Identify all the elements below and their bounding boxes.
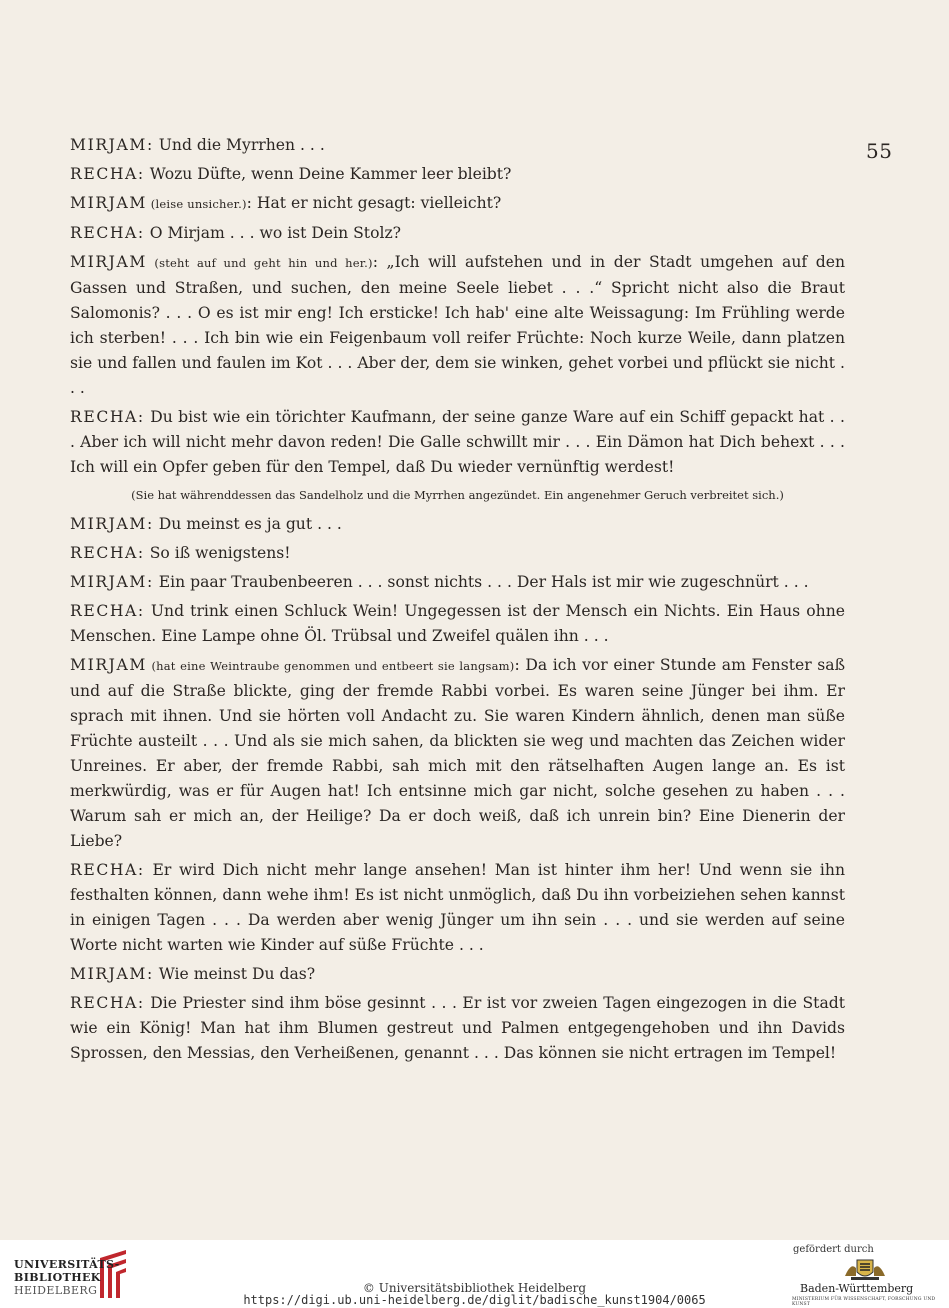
- dialogue-paragraph: [70, 162, 845, 187]
- library-name-line-1: UNIVERSITÄTS-: [14, 1258, 120, 1271]
- spoken-text: Und die Myrrhen . . .: [153, 136, 325, 154]
- library-name-line-2: BIBLIOTHEK: [14, 1271, 101, 1284]
- dialogue-block-2: [70, 512, 845, 1066]
- dialogue-paragraph: [70, 191, 845, 217]
- copyright-notice: © Universitätsbibliothek Heidelberg: [362, 1281, 587, 1295]
- speaker-name: RECHA:: [70, 224, 145, 242]
- spoken-text: Ein paar Traubenbeeren . . . sonst nichts . . . Der Hals ist mir wie zugeschnürt . . .: [153, 573, 809, 591]
- speaker-name: RECHA:: [70, 994, 145, 1012]
- speaker-name: RECHA:: [70, 602, 145, 620]
- spoken-text: So iß wenigstens!: [144, 544, 291, 562]
- speaker-name: MIRJAM:: [70, 965, 154, 983]
- library-name-line-3: HEIDELBERG: [14, 1284, 98, 1297]
- speaker-name: MIRJAM:: [70, 573, 154, 591]
- state-name: Baden-Württemberg: [800, 1282, 914, 1295]
- page-number: 55: [866, 139, 893, 163]
- spoken-text: : Hat er nicht gesagt: vielleicht?: [246, 194, 502, 212]
- spoken-text: Wozu Düfte, wenn Deine Kammer leer bleibt?: [144, 165, 512, 183]
- stage-note: (hat eine Weintraube genommen und entbeert sie langsam): [146, 659, 515, 673]
- permalink-url[interactable]: https://digi.ub.uni-heidelberg.de/diglit/badische_kunst1904/0065: [243, 1293, 706, 1307]
- speaker-name: RECHA:: [70, 165, 145, 183]
- dialogue-paragraph: [70, 221, 845, 246]
- dialogue-paragraph: [70, 991, 845, 1066]
- dialogue-paragraph: [70, 599, 845, 649]
- dialogue-paragraph: [70, 405, 845, 480]
- dialogue-paragraph: [70, 541, 845, 566]
- speaker-name: RECHA:: [70, 544, 145, 562]
- speaker-name: MIRJAM:: [70, 515, 154, 533]
- funded-by-label: gefördert durch: [793, 1244, 874, 1255]
- speaker-name: RECHA:: [70, 861, 145, 879]
- speaker-name: MIRJAM: [70, 253, 147, 271]
- dialogue-paragraph: [70, 133, 845, 158]
- speaker-name: MIRJAM: [70, 656, 147, 674]
- dialogue-paragraph: [70, 653, 845, 854]
- dialogue-paragraph: [70, 858, 845, 958]
- speaker-name: MIRJAM:: [70, 136, 154, 154]
- ministry-name: MINISTERIUM FÜR WISSENSCHAFT, FORSCHUNG UND KUNST: [792, 1297, 936, 1307]
- dialogue-paragraph: [70, 512, 845, 537]
- speaker-name: MIRJAM: [70, 194, 147, 212]
- spoken-text: : „Ich will aufstehen und in der Stadt umgehen auf den Gassen und Straßen, und suchen, den meine Seele liebet . . .“ Spricht nicht also die Braut Salomonis? . . . O es ist mir eng! Ich ersticke! Ich hab' eine alte Weissagung: Im Frühling werde ich sterben! . . . Ich bin wie ein Feigenbaum voll reifer Früchte: Noch kurze Weile, dann platzen sie und fallen und faulen im Kot . . . Aber der, dem sie winken, gehet vorbei und pflückt sie nicht . . .: [70, 253, 845, 397]
- spoken-text: Du meinst es ja gut . . .: [153, 515, 342, 533]
- dialogue-paragraph: [70, 250, 845, 401]
- drama-text: [70, 133, 845, 1070]
- dialogue-block-1: [70, 133, 845, 480]
- dialogue-paragraph: [70, 570, 845, 595]
- stage-note: (leise unsicher.): [146, 197, 247, 211]
- spoken-text: O Mirjam . . . wo ist Dein Stolz?: [144, 224, 402, 242]
- spoken-text: Die Priester sind ihm böse gesinnt . . . Er ist vor zweien Tagen eingezogen in die Stadt wie ein König! Man hat ihm Blumen gestreut und Palmen entgegengehoben und ihn Davids Sprossen, den Messias, den Verheißenen, genannt . . . Das können sie nicht ertragen im Tempel!: [70, 994, 845, 1062]
- spoken-text: Und trink einen Schluck Wein! Ungegessen ist der Mensch ein Nichts. Ein Haus ohne Menschen. Eine Lampe ohne Öl. Trübsal und Zweifel quälen ihn . . .: [70, 602, 845, 645]
- spoken-text: Er wird Dich nicht mehr lange ansehen! Man ist hinter ihm her! Und wenn sie ihn festhalten können, dann wehe ihm! Es ist nicht unmöglich, daß Du ihn vorbeiziehen sehen kannst in einigen Tagen . . . Da werden aber wenig Jünger um ihn sein . . . und sie werden auf seine Worte nicht warten wie Kinder auf süße Früchte . . .: [70, 861, 845, 954]
- spoken-text: : Da ich vor einer Stunde am Fenster saß und auf die Straße blickte, ging der fremde Rabbi vorbei. Es waren seine Jünger bei ihm. Er sprach mit ihnen. Und sie hörten voll Andacht zu. Sie waren Kindern ähnlich, denen man süße Früchte austeilt . . . Und als sie mich sahen, da blickten sie weg und machten das Zeichen wider Unreines. Er aber, der fremde Rabbi, sah mich mit den rätselhaften Augen lange an. Es ist merkwürdig, was er für Augen hat! Ich entsinne mich gar nicht, solche gesehen zu haben . . . Warum sah er mich an, der Heilige? Da er doch weiß, daß ich unrein bin? Eine Dienerin der Liebe?: [70, 656, 845, 850]
- stage-direction: (Sie hat währenddessen das Sandelholz und die Myrrhen angezündet. Ein angenehmer Geruch verbreitet sich.): [131, 488, 784, 502]
- speaker-name: RECHA:: [70, 408, 145, 426]
- dialogue-paragraph: [70, 962, 845, 987]
- stage-note: (steht auf und geht hin und her.): [146, 256, 373, 270]
- spoken-text: Wie meinst Du das?: [153, 965, 316, 983]
- spoken-text: Du bist wie ein törichter Kaufmann, der seine ganze Ware auf ein Schiff gepackt hat . . . Aber ich will nicht mehr davon reden! Die Galle schwillt mir . . . Ein Dämon hat Dich behext . . . Ich will ein Opfer geben für den Tempel, daß Du wieder vernünftig werdest!: [70, 408, 845, 476]
